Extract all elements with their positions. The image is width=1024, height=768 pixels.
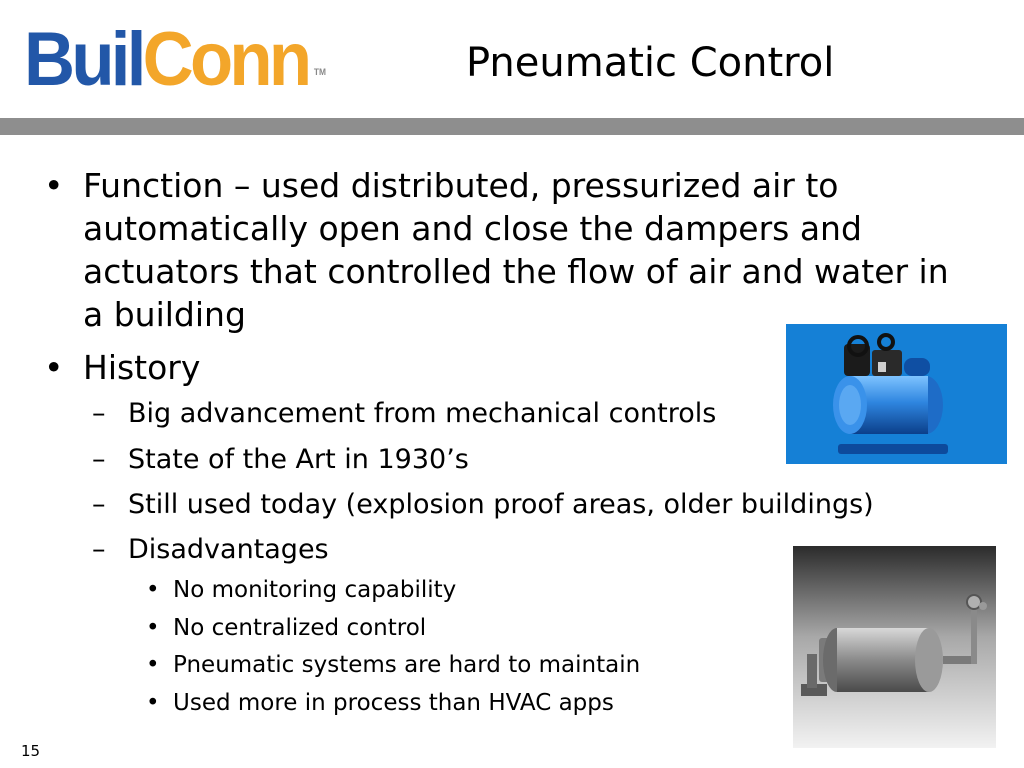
disadvantage-item xyxy=(146,613,426,643)
sub-bullet-text: Disadvantages xyxy=(128,534,329,565)
pneumatic-actuator-photo xyxy=(793,546,996,748)
sub-bullet-disadvantages xyxy=(92,532,329,568)
sub-bullet-text: State of the Art in 1930’s xyxy=(128,444,469,475)
pneumatic-actuator-icon xyxy=(793,546,996,748)
sub-bullet-still-used xyxy=(92,487,874,523)
air-compressor-photo xyxy=(786,324,1007,464)
dash-marker: – xyxy=(92,489,106,520)
disadvantage-text: No monitoring capability xyxy=(173,577,457,603)
bullet-text: History xyxy=(83,348,201,387)
sub-bullet-state-of-art xyxy=(92,442,469,478)
title-divider xyxy=(0,118,1024,135)
bullet-marker: • xyxy=(146,652,160,678)
slide-number: 15 xyxy=(21,742,41,760)
dash-marker: – xyxy=(92,534,106,565)
bullet-function xyxy=(44,164,974,336)
disadvantage-text: Pneumatic systems are hard to maintain xyxy=(173,652,641,678)
sub-bullet-text: Still used today (explosion proof areas, older buildings) xyxy=(128,489,874,520)
slide-title: Pneumatic Control xyxy=(466,40,835,86)
disadvantage-item xyxy=(146,650,640,680)
bullet-marker: • xyxy=(146,615,160,641)
dash-marker: – xyxy=(92,398,106,429)
bullet-marker: • xyxy=(146,577,160,603)
air-compressor-icon xyxy=(786,324,1007,464)
logo-trademark: TM xyxy=(313,67,326,77)
disadvantage-item xyxy=(146,575,456,605)
logo-text-conn: Conn xyxy=(142,17,309,102)
logo-text-buil: Buil xyxy=(24,17,143,102)
disadvantage-item xyxy=(146,688,614,718)
bullet-marker: • xyxy=(146,690,160,716)
disadvantage-text: Used more in process than HVAC apps xyxy=(173,690,614,716)
buildconn-logo xyxy=(24,17,326,102)
bullet-marker: • xyxy=(44,166,64,205)
bullet-marker: • xyxy=(44,348,64,387)
dash-marker: – xyxy=(92,444,106,475)
bullet-text: Function – used distributed, pressurized air to automatically open and close the dampers and actuators that controlled the flow of air and water in a building xyxy=(83,166,949,334)
disadvantage-text: No centralized control xyxy=(173,615,427,641)
sub-bullet-text: Big advancement from mechanical controls xyxy=(128,398,717,429)
sub-bullet-advancement xyxy=(92,396,716,432)
